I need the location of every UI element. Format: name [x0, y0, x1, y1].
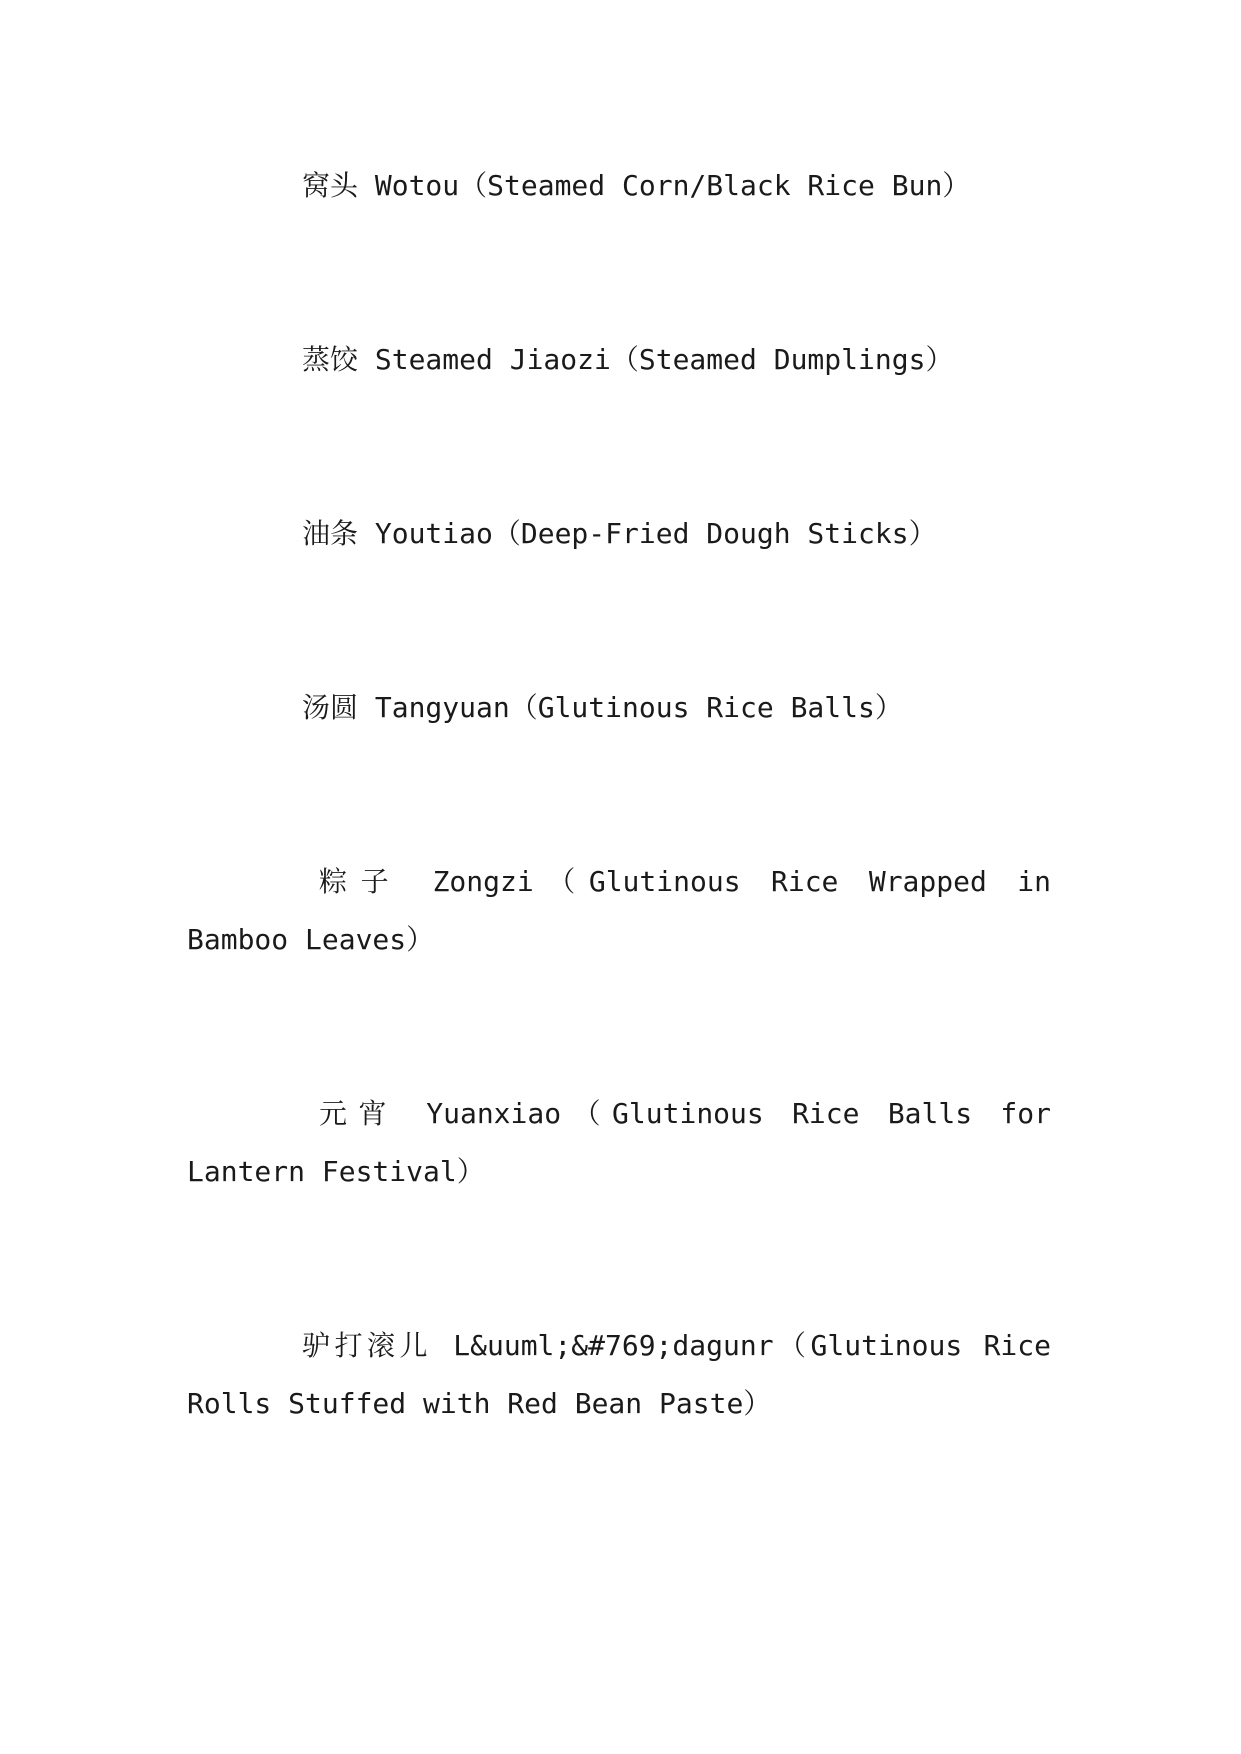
menu-entry-yuanxiao: 元宵 Yuanxiao（Glutinous Rice Balls for Lantern Festival） — [187, 1097, 1051, 1188]
menu-entry-tangyuan: 汤圆 Tangyuan（Glutinous Rice Balls） — [302, 691, 903, 724]
menu-entry-lvdagunr: 驴打滚儿 L&uuml;&#769;dagunr（Glutinous Rice Rolls Stuffed with Red Bean Paste） — [187, 1329, 1051, 1420]
menu-entry-wotou: 窝头 Wotou（Steamed Corn/Black Rice Bun） — [302, 169, 971, 202]
menu-entry-zongzi: 粽子 Zongzi（Glutinous Rice Wrapped in Bamboo Leaves） — [187, 865, 1051, 956]
menu-entry-youtiao: 油条 Youtiao（Deep-Fried Dough Sticks） — [302, 517, 937, 550]
menu-entry-steamed-jiaozi: 蒸饺 Steamed Jiaozi（Steamed Dumplings） — [302, 343, 954, 376]
